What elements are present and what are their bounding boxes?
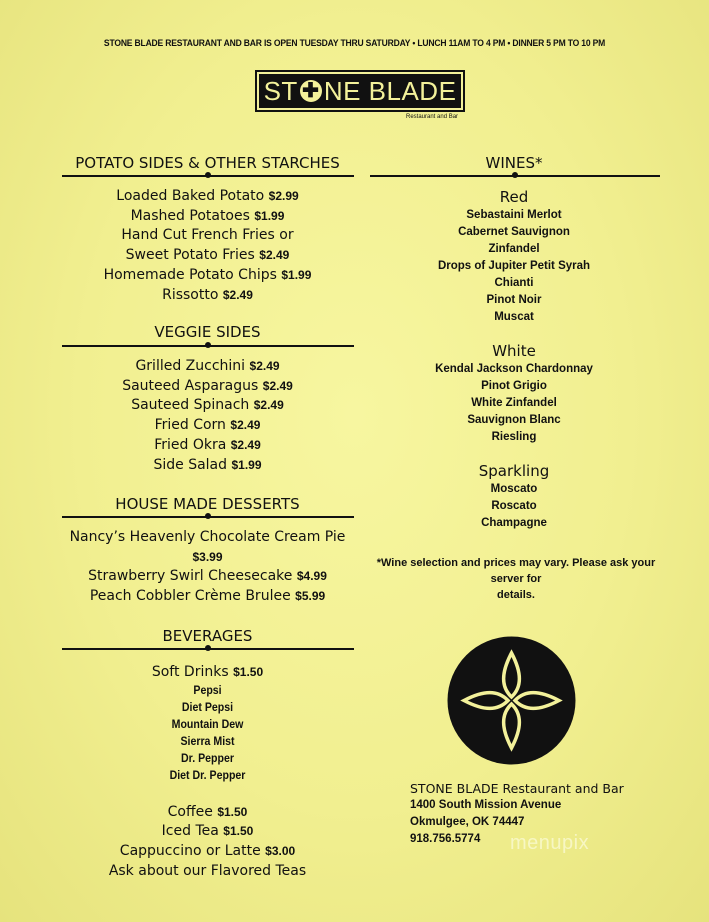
soft-drink-item: Pepsi: [193, 684, 222, 697]
desserts-section-title: HOUSE MADE DESSERTS: [115, 495, 300, 513]
logo-text-left: ST: [263, 75, 298, 106]
wine-item: Moscato: [490, 483, 538, 495]
beverages-list: [60, 663, 355, 882]
address-name: STONE BLADE Restaurant and Bar: [410, 781, 624, 796]
soft-drink-item: Diet Pepsi: [181, 701, 234, 714]
wine-item: Pinot Noir: [486, 294, 542, 306]
wine-item: Zinfandel: [488, 243, 540, 255]
section-divider: [62, 345, 354, 347]
menu-item: Sauteed Asparagus $2.49: [122, 377, 293, 394]
section-divider: [62, 648, 354, 650]
menu-item: Homemade Potato Chips $1.99: [103, 266, 312, 283]
section-divider: [62, 175, 354, 177]
wine-item: Sebastaini Merlot: [466, 209, 562, 221]
menu-item: Iced Tea $1.50: [161, 823, 254, 840]
menu-item: Cappuccino or Latte $3.00: [119, 843, 296, 860]
wine-item: Kendal Jackson Chardonnay: [435, 363, 593, 375]
menu-item: Soft Drinks $1.50: [151, 664, 264, 680]
soft-drink-item: Sierra Mist: [180, 735, 235, 748]
section-divider: [370, 175, 660, 177]
address-street: 1400 South Mission Avenue: [410, 799, 562, 811]
restaurant-logo: [257, 72, 463, 110]
wine-item: Champagne: [481, 517, 547, 529]
wines-list: [368, 188, 660, 532]
stone-blade-emblem-icon: [446, 635, 577, 766]
menu-item: Loaded Baked Potato $2.99: [116, 188, 299, 204]
wine-category-white: White: [492, 342, 536, 360]
watermark: menupix: [510, 832, 590, 854]
menu-item: Fried Okra $2.49: [154, 436, 261, 453]
section-divider: [62, 516, 354, 518]
veggie-list: [60, 357, 355, 475]
menu-item: Mashed Potatoes $1.99: [130, 207, 285, 224]
wine-item: Riesling: [491, 431, 537, 443]
beverages-section-title: BEVERAGES: [162, 627, 253, 645]
address-city: Okmulgee, OK 74447: [410, 816, 525, 828]
address-phone: 918.756.5774: [410, 833, 481, 845]
wine-category-sparkling: Sparkling: [478, 462, 550, 480]
menu-item: Coffee $1.50: [167, 803, 248, 820]
wine-item: Roscato: [491, 500, 537, 512]
hours-banner: STONE BLADE RESTAURANT AND BAR IS OPEN TUESDAY THRU SATURDAY • LUNCH 11AM TO 4 PM • DINNER 5 PM TO 10 PM: [103, 38, 606, 49]
menu-item: Peach Cobbler Crème Brulee $5.99: [89, 588, 326, 605]
veggie-section-title: VEGGIE SIDES: [154, 323, 261, 341]
cross-icon: ✚: [300, 80, 322, 102]
wine-category-red: Red: [499, 188, 529, 206]
menu-item: Rissotto $2.49: [162, 286, 253, 303]
potato-list: [60, 187, 355, 305]
menu-item: $3.99: [192, 549, 223, 564]
desserts-list: [40, 528, 375, 607]
menu-item: Ask about our Flavored Teas: [108, 862, 307, 879]
soft-drink-item: Mountain Dew: [171, 718, 244, 731]
wine-item: Cabernet Sauvignon: [458, 226, 570, 238]
logo-text-right: NE BLADE: [323, 75, 457, 106]
wine-item: Muscat: [494, 311, 534, 323]
potato-section-title: POTATO SIDES & OTHER STARCHES: [75, 154, 340, 172]
soft-drink-item: Dr. Pepper: [181, 752, 234, 765]
wines-section-title: WINES*: [485, 154, 543, 172]
menu-item: Strawberry Swirl Cheesecake $4.99: [88, 568, 327, 585]
soft-drink-item: Diet Dr. Pepper: [169, 769, 246, 782]
menu-item: Side Salad $1.99: [153, 456, 262, 473]
menu-item: Fried Corn $2.49: [154, 417, 261, 434]
menu-item: Hand Cut French Fries or: [121, 227, 294, 244]
wine-item: Sauvignon Blanc: [467, 414, 561, 426]
logo-subtitle: Restaurant and Bar: [406, 114, 459, 120]
wine-item: White Zinfandel: [471, 397, 557, 409]
wine-item: Drops of Jupiter Petit Syrah: [437, 260, 591, 272]
menu-item: Grilled Zucchini $2.49: [135, 358, 280, 374]
wine-note: *Wine selection and prices may vary. Please ask your server for details.: [376, 557, 656, 601]
menu-item: Sweet Potato Fries $2.49: [125, 247, 290, 264]
menu-item: Nancy’s Heavenly Chocolate Cream Pie: [69, 529, 346, 545]
wine-item: Chianti: [494, 277, 534, 289]
menu-item: Sauteed Spinach $2.49: [131, 397, 284, 414]
wine-item: Pinot Grigio: [481, 380, 547, 392]
